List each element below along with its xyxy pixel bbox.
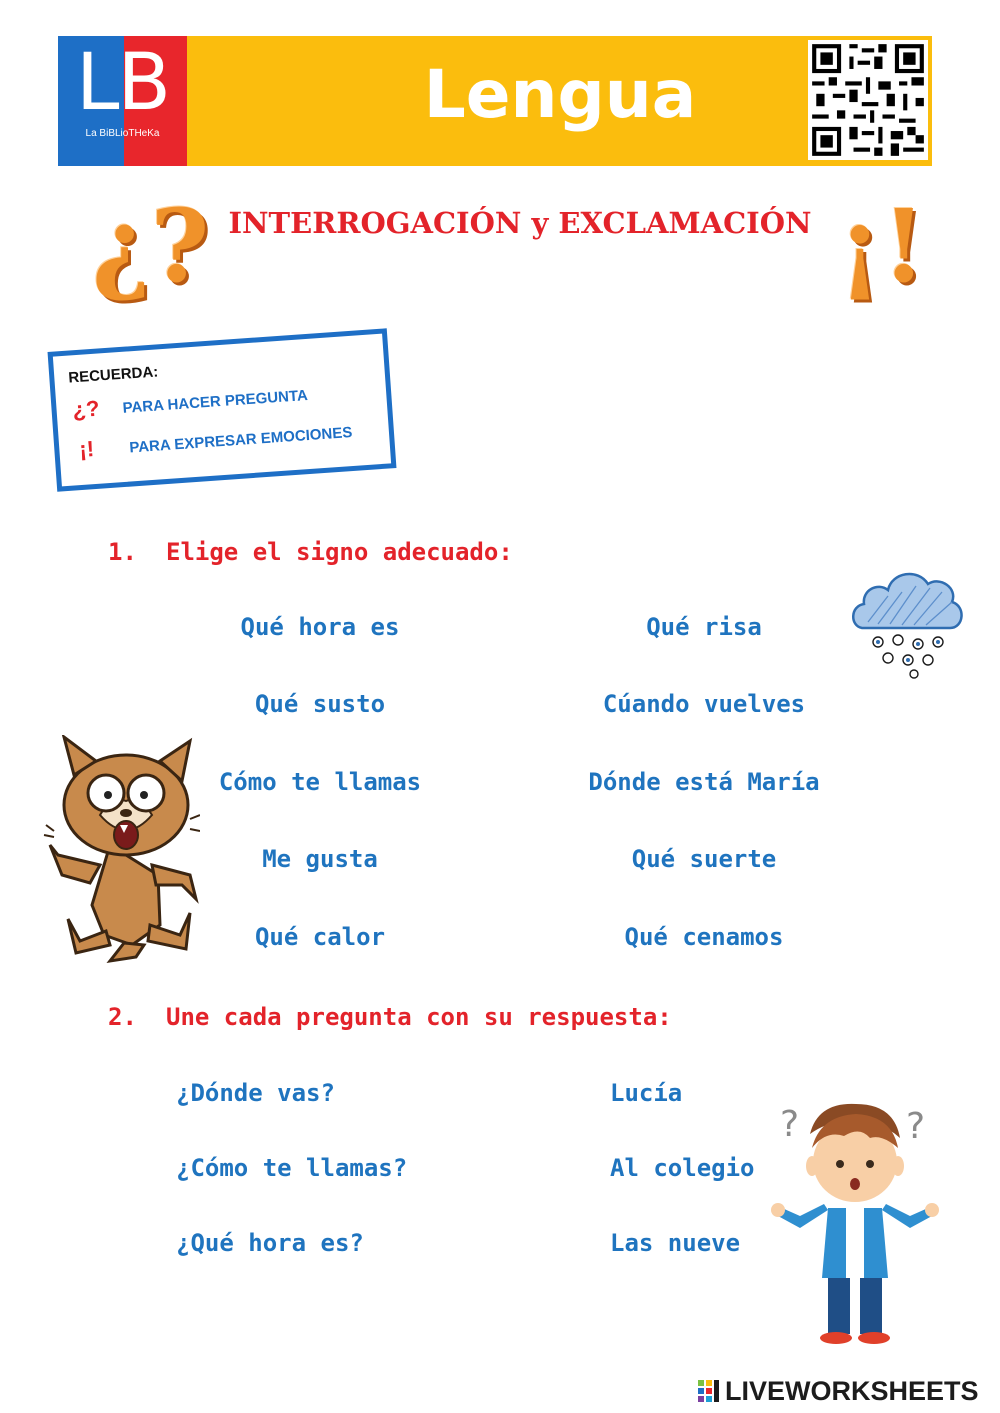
reminder-exclamation-mark: ¡! [78,436,95,463]
exercise-1-item[interactable]: Qué risa [646,613,762,641]
exercise-2-number: 2. [108,1003,137,1031]
scared-cat-icon [40,735,200,965]
exercise-1-item[interactable]: Qué calor [254,923,386,951]
footer-brand: LIVEWORKSHEETS [725,1376,979,1406]
liveworksheets-logo-icon [698,1380,720,1404]
exercise-1-instruction: Elige el signo adecuado: [166,538,513,566]
exercise-1-item[interactable]: Qué susto [254,690,386,718]
exercise-1-number: 1. [108,538,137,566]
exercise-2-question[interactable]: ¿Cómo te llamas? [176,1154,408,1182]
exercise-2-question[interactable]: ¿Qué hora es? [176,1229,364,1257]
confused-boy-icon [770,1098,940,1348]
exercise-2-answer[interactable]: Lucía [610,1079,683,1107]
snow-cloud-icon [848,562,968,682]
svg-text:?: ? [906,1106,926,1147]
question-marks-icon: ¿? [92,187,210,305]
exercise-2-answer[interactable]: Al colegio [610,1154,755,1182]
reminder-question-text: PARA HACER PREGUNTA [122,387,309,417]
exclamation-marks-icon: ¡! [838,187,926,305]
exercise-1-item[interactable]: Cómo te llamas [218,768,422,796]
reminder-question-mark: ¿? [71,395,101,423]
reminder-title: RECUERDA: [67,363,159,387]
exercise-2-answer[interactable]: Las nueve [610,1229,741,1257]
logo-caption: La BiBLioTHeKa [85,128,160,139]
reminder-box [48,328,397,491]
exercise-1-item[interactable]: Me gusta [262,845,378,873]
qr-code-icon [808,40,928,160]
section-title: INTERROGACIÓN y EXCLAMACIÓN [228,206,812,240]
exercise-2-question[interactable]: ¿Dónde vas? [176,1079,335,1107]
logo-letters: LB [76,38,169,128]
exercise-2-instruction: Une cada pregunta con su respuesta: [166,1003,672,1031]
exercise-1-item[interactable]: Dónde está María [588,768,820,796]
reminder-exclamation-text: PARA EXPRESAR EMOCIONES [128,423,353,457]
exercise-1-item[interactable]: Cúando vuelves [602,690,806,718]
exercise-1-item[interactable]: Qué hora es [240,613,400,641]
page-title: Lengua [423,56,697,133]
exercise-1-item[interactable]: Qué suerte [631,845,777,873]
exercise-1-item[interactable]: Qué cenamos [624,923,784,951]
svg-text:?: ? [780,1104,800,1145]
